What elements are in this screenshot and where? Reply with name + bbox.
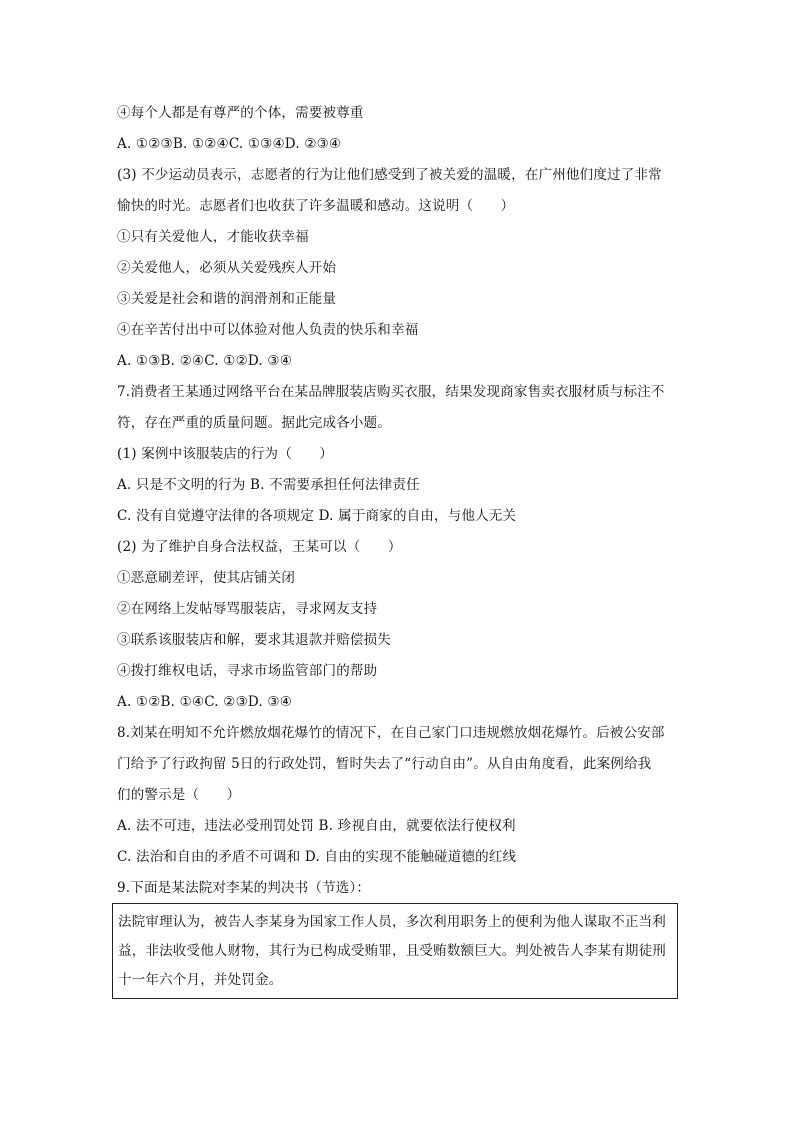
option-line: ③联系该服装店和解，要求其退款并赔偿损失	[117, 632, 391, 648]
option-line: ④在辛苦付出中可以体验对他人负责的快乐和幸福	[117, 322, 419, 338]
option-line: ②关爱他人，必须从关爱残疾人开始	[117, 260, 337, 276]
answer-choices: A. ①②B. ①④C. ②③D. ③④	[117, 694, 293, 710]
answer-choices: A. ①②③B. ①②④C. ①③④D. ②③④	[117, 136, 342, 152]
option-line: ①恶意刷差评，使其店铺关闭	[117, 570, 296, 586]
verdict-text: 十一年六个月，并处罚金。	[118, 972, 283, 988]
question-text: 8.刘某在明知不允许燃放烟花爆竹的情况下，在自己家门口违规燃放烟花爆竹。后被公安部	[117, 725, 665, 741]
sub-question: (1) 案例中该服装店的行为（ ）	[117, 446, 334, 462]
answer-choices: A. ①③B. ②④C. ①②D. ③④	[117, 353, 293, 369]
answer-choices: C. 法治和自由的矛盾不可调和 D. 自由的实现不能触碰道德的红线	[117, 849, 517, 865]
answer-choices: A. 法不可违，违法必受刑罚处罚 B. 珍视自由，就要依法行使权利	[117, 818, 516, 834]
question-text: 7.消费者王某通过网络平台在某品牌服装店购买衣服，结果发现商家售卖衣服材质与标注不	[117, 384, 665, 400]
option-line: ④拨打维权电话，寻求市场监管部门的帮助	[117, 663, 378, 679]
verdict-text: 益，非法收受他人财物，其行为已构成受贿罪，且受贿数额巨大。判处被告人李某有期徒刑	[118, 943, 666, 959]
answer-choices: C. 没有自觉遵守法律的各项规定 D. 属于商家的自由，与他人无关	[117, 508, 517, 524]
question-text: 愉快的时光。志愿者们也收获了许多温暖和感动。这说明（ ）	[117, 198, 515, 214]
option-line: ②在网络上发帖辱骂服装店，寻求网友支持	[117, 601, 378, 617]
answer-choices: A. 只是不文明的行为 B. 不需要承担任何法律责任	[117, 477, 420, 493]
option-line: ①只有关爱他人，才能收获幸福	[117, 229, 309, 245]
verdict-text: 法院审理认为，被告人李某身为国家工作人员，多次利用职务上的便利为他人谋取不正当利	[118, 914, 666, 930]
question-text: (3) 不少运动员表示，志愿者的行为让他们感受到了被关爱的温暖，在广州他们度过了非常	[117, 167, 662, 183]
verdict-excerpt-box	[112, 903, 678, 999]
question-text: 们的警示是（ ）	[117, 787, 241, 803]
question-text: 符，存在严重的质量问题。据此完成各小题。	[117, 415, 391, 431]
option-line: ③关爱是社会和谐的润滑剂和正能量	[117, 291, 337, 307]
question-text: 9.下面是某法院对李某的判决书（节选）：	[117, 880, 371, 896]
sub-question: (2) 为了维护自身合法权益，王某可以（ ）	[117, 539, 402, 555]
option-line: ④每个人都是有尊严的个体，需要被尊重	[117, 105, 364, 121]
question-text: 门给予了行政拘留 5日的行政处罚，暂时失去了“行动自由”。从自由角度看，此案例给我	[117, 756, 652, 772]
